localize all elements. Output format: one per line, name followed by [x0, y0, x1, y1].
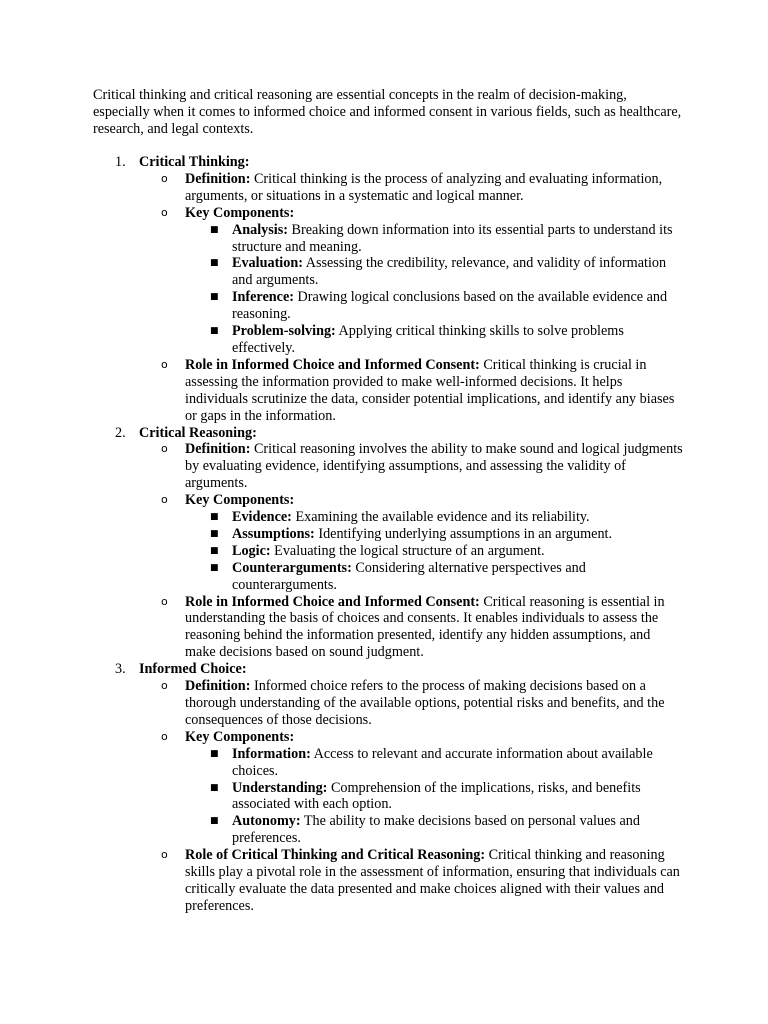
point-text: Breaking down information into its essential parts to understand its structure and meaning. — [232, 221, 673, 255]
point-text: Identifying underlying assumptions in an argument. — [314, 525, 613, 542]
section-title: Critical Reasoning: — [139, 424, 257, 441]
point-list — [185, 222, 683, 357]
sub-item-label: Key Components: — [185, 728, 295, 745]
point-list — [185, 746, 683, 847]
hollow-circle-bullet-icon: o — [161, 357, 168, 371]
hollow-circle-bullet-icon: o — [161, 848, 168, 862]
square-bullet-icon: ■ — [210, 292, 219, 303]
point-label: Logic: — [232, 542, 271, 559]
square-bullet-icon: ■ — [210, 528, 219, 539]
hollow-circle-bullet-icon: o — [161, 729, 168, 743]
point-label: Understanding: — [232, 779, 328, 796]
section-2 — [93, 425, 683, 662]
sub-item-text: Critical thinking is crucial in assessing the information provided to make well-informed decisions. It helps individuals scrutinize the data, consider potential implications, and identify any biases or gaps in the information. — [185, 356, 675, 424]
point-item — [185, 543, 683, 560]
point-list — [185, 509, 683, 594]
point-text: Considering alternative perspectives and counterarguments. — [232, 559, 586, 593]
point-item — [185, 813, 683, 847]
sub-item-label: Definition: — [185, 170, 251, 187]
point-text: Assessing the credibility, relevance, and validity of information and arguments. — [232, 255, 667, 289]
sub-item-label: Role in Informed Choice and Informed Consent: — [185, 593, 480, 610]
point-item — [185, 323, 683, 357]
point-label: Counterarguments: — [232, 559, 352, 576]
sub-item — [139, 492, 683, 593]
sub-item — [139, 678, 683, 729]
point-label: Assumptions: — [232, 525, 315, 542]
sub-item-label: Role in Informed Choice and Informed Consent: — [185, 356, 480, 373]
sub-item-text: Critical thinking is the process of analyzing and evaluating information, arguments, or situations in a systematic and logical manner. — [185, 170, 663, 204]
sub-item — [139, 171, 683, 205]
point-text: Drawing logical conclusions based on the available evidence and reasoning. — [232, 289, 668, 323]
point-item — [185, 526, 683, 543]
intro-paragraph: Critical thinking and critical reasoning are essential concepts in the realm of decision-making, especially when it comes to informed choice and informed consent in various fields, such as healthcare, research, and legal contexts. — [93, 87, 682, 137]
point-label: Problem-solving: — [232, 323, 336, 340]
hollow-circle-bullet-icon: o — [161, 493, 168, 507]
square-bullet-icon: ■ — [210, 258, 219, 269]
square-bullet-icon: ■ — [210, 562, 219, 573]
sub-item — [139, 441, 683, 492]
point-text: Evaluating the logical structure of an argument. — [270, 542, 545, 559]
point-label: Information: — [232, 745, 311, 762]
section-list — [93, 154, 683, 915]
hollow-circle-bullet-icon: o — [161, 205, 168, 219]
point-item — [185, 289, 683, 323]
square-bullet-icon: ■ — [210, 224, 219, 235]
sub-item-label: Definition: — [185, 678, 251, 695]
sub-item-label: Key Components: — [185, 492, 295, 509]
point-label: Evaluation: — [232, 255, 303, 272]
point-item — [185, 509, 683, 526]
square-bullet-icon: ■ — [210, 512, 219, 523]
sub-item — [139, 847, 683, 915]
square-bullet-icon: ■ — [210, 545, 219, 556]
section-title: Critical Thinking: — [139, 154, 250, 170]
section-title: Informed Choice: — [139, 661, 247, 678]
hollow-circle-bullet-icon: o — [161, 442, 168, 456]
hollow-circle-bullet-icon: o — [161, 594, 168, 608]
square-bullet-icon: ■ — [210, 816, 219, 827]
sub-list — [139, 678, 683, 915]
point-label: Evidence: — [232, 509, 292, 526]
point-item — [185, 746, 683, 780]
hollow-circle-bullet-icon: o — [161, 679, 168, 693]
sub-item-label: Role of Critical Thinking and Critical Reasoning: — [185, 847, 486, 864]
sub-item-label: Definition: — [185, 441, 251, 458]
point-label: Inference: — [232, 289, 294, 306]
sub-item-label: Key Components: — [185, 204, 295, 221]
sub-list — [139, 441, 683, 661]
sub-item — [139, 357, 683, 425]
point-item — [185, 255, 683, 289]
sub-item-text: Critical reasoning involves the ability to make sound and logical judgments by evaluating evidence, identifying assumptions, and assessing the validity of arguments. — [185, 441, 683, 492]
section-1 — [93, 154, 683, 425]
sub-item — [139, 205, 683, 357]
square-bullet-icon: ■ — [210, 748, 219, 759]
point-text: The ability to make decisions based on personal values and preferences. — [232, 813, 640, 847]
sub-item — [139, 729, 683, 847]
point-text: Examining the available evidence and its reliability. — [291, 509, 590, 526]
sub-list — [139, 171, 683, 425]
sub-item-text: Critical reasoning is essential in understanding the basis of choices and consents. It enables individuals to assess the reasoning behind the information presented, identify any hidden assumptions, and make decisions based on sound judgment. — [185, 593, 665, 661]
point-item — [185, 222, 683, 256]
point-label: Autonomy: — [232, 813, 301, 830]
section-number: 1. — [115, 154, 126, 170]
sub-item-text: Informed choice refers to the process of making decisions based on a thorough understanding of the available options, potential risks and benefits, and the consequences of those decisions. — [185, 678, 665, 728]
point-text: Access to relevant and accurate information about available choices. — [232, 745, 653, 779]
point-item — [185, 780, 683, 814]
point-text: Comprehension of the implications, risks, and benefits associated with each option. — [232, 779, 641, 813]
point-item — [185, 560, 683, 594]
point-label: Analysis: — [232, 221, 288, 238]
hollow-circle-bullet-icon: o — [161, 171, 168, 185]
section-3 — [93, 661, 683, 915]
point-text: Applying critical thinking skills to solve problems effectively. — [232, 323, 624, 356]
section-number: 2. — [115, 424, 126, 441]
square-bullet-icon: ■ — [210, 326, 219, 337]
sub-item — [139, 594, 683, 662]
sub-item-text: Critical thinking and reasoning skills play a pivotal role in the assessment of information, ensuring that individuals can critically evaluate the data presented and make choices aligned with their values and preferences. — [185, 847, 680, 914]
square-bullet-icon: ■ — [210, 782, 219, 793]
section-number: 3. — [115, 661, 126, 678]
